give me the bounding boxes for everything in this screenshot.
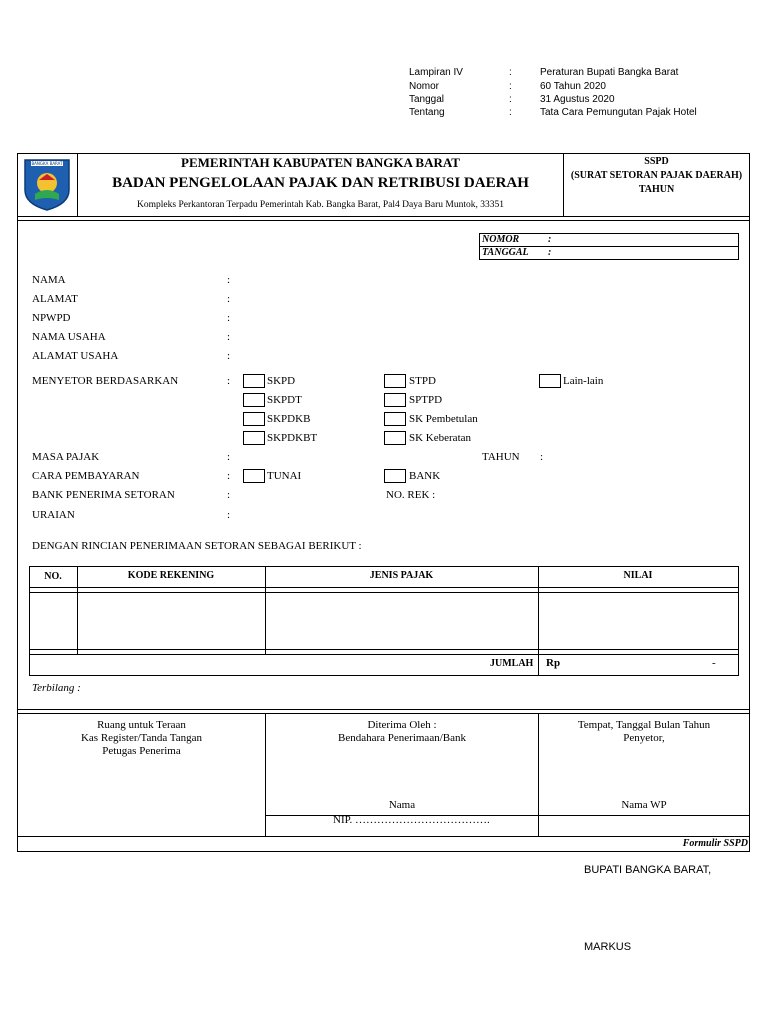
teraan-line-1: Ruang untuk Teraan: [97, 719, 186, 731]
tunai-checkbox[interactable]: [243, 469, 265, 483]
bank-checkbox[interactable]: [384, 469, 406, 483]
alamat-label: ALAMAT: [32, 293, 78, 305]
sk-keberatan-label: SK Keberatan: [409, 432, 472, 444]
table-right: [738, 566, 739, 676]
skpdkbt-label: SKPDKBT: [267, 432, 318, 444]
teraan-line-3: Petugas Penerima: [102, 745, 181, 757]
frame-right: [749, 153, 750, 852]
nama-usaha-label: NAMA USAHA: [32, 331, 106, 343]
formulir-label: Formulir SSPD: [682, 838, 748, 849]
table-body-bottom: [29, 649, 739, 650]
nama-usaha-colon: :: [227, 331, 231, 343]
table-jumlah-top: [29, 654, 739, 655]
jumlah-label: JUMLAH: [490, 658, 534, 669]
regency-logo: [21, 156, 73, 212]
th-jenis-pajak: JENIS PAJAK: [369, 570, 434, 581]
uraian-colon: :: [227, 509, 231, 521]
frame-sign-bottom: [17, 836, 750, 837]
alamat-colon: :: [227, 293, 231, 305]
menyetor-label: MENYETOR BERDASARKAN: [32, 375, 179, 387]
rincian-heading: DENGAN RINCIAN PENERIMAAN SETORAN SEBAGAI BERIKUT :: [32, 540, 362, 552]
sspd-title: SSPD: [644, 156, 669, 167]
table-top: [29, 566, 739, 567]
skpd-label: SKPD: [267, 375, 296, 387]
tanggal-field-sep: :: [548, 247, 552, 258]
frame-sign-top-2: [17, 713, 750, 714]
sspd-tahun: TAHUN: [638, 184, 675, 195]
penyetor-line-1: Tempat, Tanggal Bulan Tahun: [577, 719, 711, 731]
tanggal-label: Tanggal: [409, 94, 445, 105]
stpd-label: STPD: [409, 375, 436, 387]
frame-top: [17, 153, 750, 154]
nama-colon: :: [227, 274, 231, 286]
menyetor-colon: :: [227, 375, 231, 387]
tentang-value: Tata Cara Pemungutan Pajak Hotel: [540, 107, 697, 118]
frame-header-bottom: [17, 216, 750, 217]
bendahara-nip: NIP. ……………………………….: [333, 814, 490, 826]
th-nilai: NILAI: [623, 570, 653, 581]
bank-label: BANK: [409, 470, 441, 482]
nama-label: NAMA: [32, 274, 66, 286]
agency-address: Kompleks Perkantoran Terpadu Pemerintah Kab. Bangka Barat, Pal4 Daya Baru Muntok, 33351: [137, 200, 504, 210]
alamat-usaha-label: ALAMAT USAHA: [32, 350, 119, 362]
penyetor-line-2: Penyetor,: [623, 732, 665, 744]
lampiran-value: Peraturan Bupati Bangka Barat: [540, 67, 679, 78]
bendahara-nama: Nama: [388, 799, 416, 811]
gov-title: PEMERINTAH KABUPATEN BANGKA BARAT: [181, 155, 460, 170]
table-header-bottom: [29, 587, 739, 588]
nomor-label: Nomor: [409, 81, 440, 92]
th-kode-rekening: KODE REKENING: [127, 570, 215, 581]
table-col-3: [538, 566, 539, 676]
bank-penerima-colon: :: [227, 489, 231, 501]
lain-lain-checkbox[interactable]: [539, 374, 561, 388]
no-rek-label: NO. REK :: [386, 489, 436, 501]
tentang-sep: :: [509, 107, 512, 118]
nomor-field-sep: :: [548, 234, 552, 245]
terbilang-label: Terbilang :: [32, 682, 81, 694]
nomor-sep: :: [509, 81, 512, 92]
svg-text:BANGKA BARAT: BANGKA BARAT: [31, 161, 63, 167]
table-bottom: [29, 675, 739, 676]
tahun-colon: :: [540, 451, 544, 463]
masa-pajak-label: MASA PAJAK: [32, 451, 100, 463]
bupati-title: BUPATI BANGKA BARAT,: [584, 864, 712, 876]
sign-col-bendahara: [266, 719, 538, 745]
alamat-usaha-colon: :: [227, 350, 231, 362]
table-header-bottom-2: [29, 592, 739, 593]
penyetor-nama: Nama WP: [621, 799, 667, 811]
nomor-field-label: NOMOR: [482, 234, 520, 245]
masa-pajak-colon: :: [227, 451, 231, 463]
jumlah-rp: Rp: [546, 657, 561, 669]
cara-pembayaran-label: CARA PEMBAYARAN: [32, 470, 140, 482]
frame-header-bottom-2: [17, 220, 750, 221]
bendahara-line-2: Bendahara Penerimaan/Bank: [338, 732, 466, 744]
lampiran-label: Lampiran IV: [409, 67, 463, 78]
npwpd-label: NPWPD: [32, 312, 71, 324]
skpd-checkbox[interactable]: [243, 374, 265, 388]
sk-pembetulan-label: SK Pembetulan: [409, 413, 478, 425]
regency-logo-icon: [21, 156, 73, 212]
lain-lain-label: Lain-lain: [563, 375, 604, 387]
npwpd-colon: :: [227, 312, 231, 324]
skpdkb-label: SKPDKB: [267, 413, 311, 425]
cara-pembayaran-colon: :: [227, 470, 231, 482]
tentang-label: Tentang: [409, 107, 445, 118]
sspd-full-title: (SURAT SETORAN PAJAK DAERAH): [570, 170, 743, 181]
lampiran-sep: :: [509, 67, 512, 78]
stpd-checkbox[interactable]: [384, 374, 406, 388]
frame-bottom: [17, 851, 750, 852]
skpdt-checkbox[interactable]: [243, 393, 265, 407]
bank-penerima-label: BANK PENERIMA SETORAN: [32, 489, 175, 501]
sign-col-teraan: [18, 719, 265, 758]
sptpd-checkbox[interactable]: [384, 393, 406, 407]
uraian-label: URAIAN: [32, 509, 75, 521]
bendahara-line-1: Diterima Oleh :: [367, 719, 437, 731]
sign-col-penyetor: [539, 719, 749, 745]
table-left: [29, 566, 30, 676]
skpdkb-checkbox[interactable]: [243, 412, 265, 426]
teraan-line-2: Kas Register/Tanda Tangan: [80, 732, 203, 744]
sk-keberatan-checkbox[interactable]: [384, 431, 406, 445]
skpdt-label: SKPDT: [267, 394, 302, 406]
agency-title: BADAN PENGELOLAAN PAJAK DAN RETRIBUSI DAERAH: [112, 175, 529, 191]
frame-sign-top: [17, 709, 750, 710]
tahun-label: TAHUN: [482, 451, 520, 463]
sptpd-label: SPTPD: [409, 394, 443, 406]
jumlah-value: -: [712, 657, 716, 669]
bupati-name: MARKUS: [584, 941, 632, 953]
th-no: NO.: [44, 571, 62, 582]
skpdkbt-checkbox[interactable]: [243, 431, 265, 445]
tanggal-sep: :: [509, 94, 512, 105]
nomor-value: 60 Tahun 2020: [540, 81, 606, 92]
tanggal-value: 31 Agustus 2020: [540, 94, 615, 105]
tanggal-field-label: TANGGAL: [482, 247, 529, 258]
tunai-label: TUNAI: [267, 470, 302, 482]
sk-pembetulan-checkbox[interactable]: [384, 412, 406, 426]
